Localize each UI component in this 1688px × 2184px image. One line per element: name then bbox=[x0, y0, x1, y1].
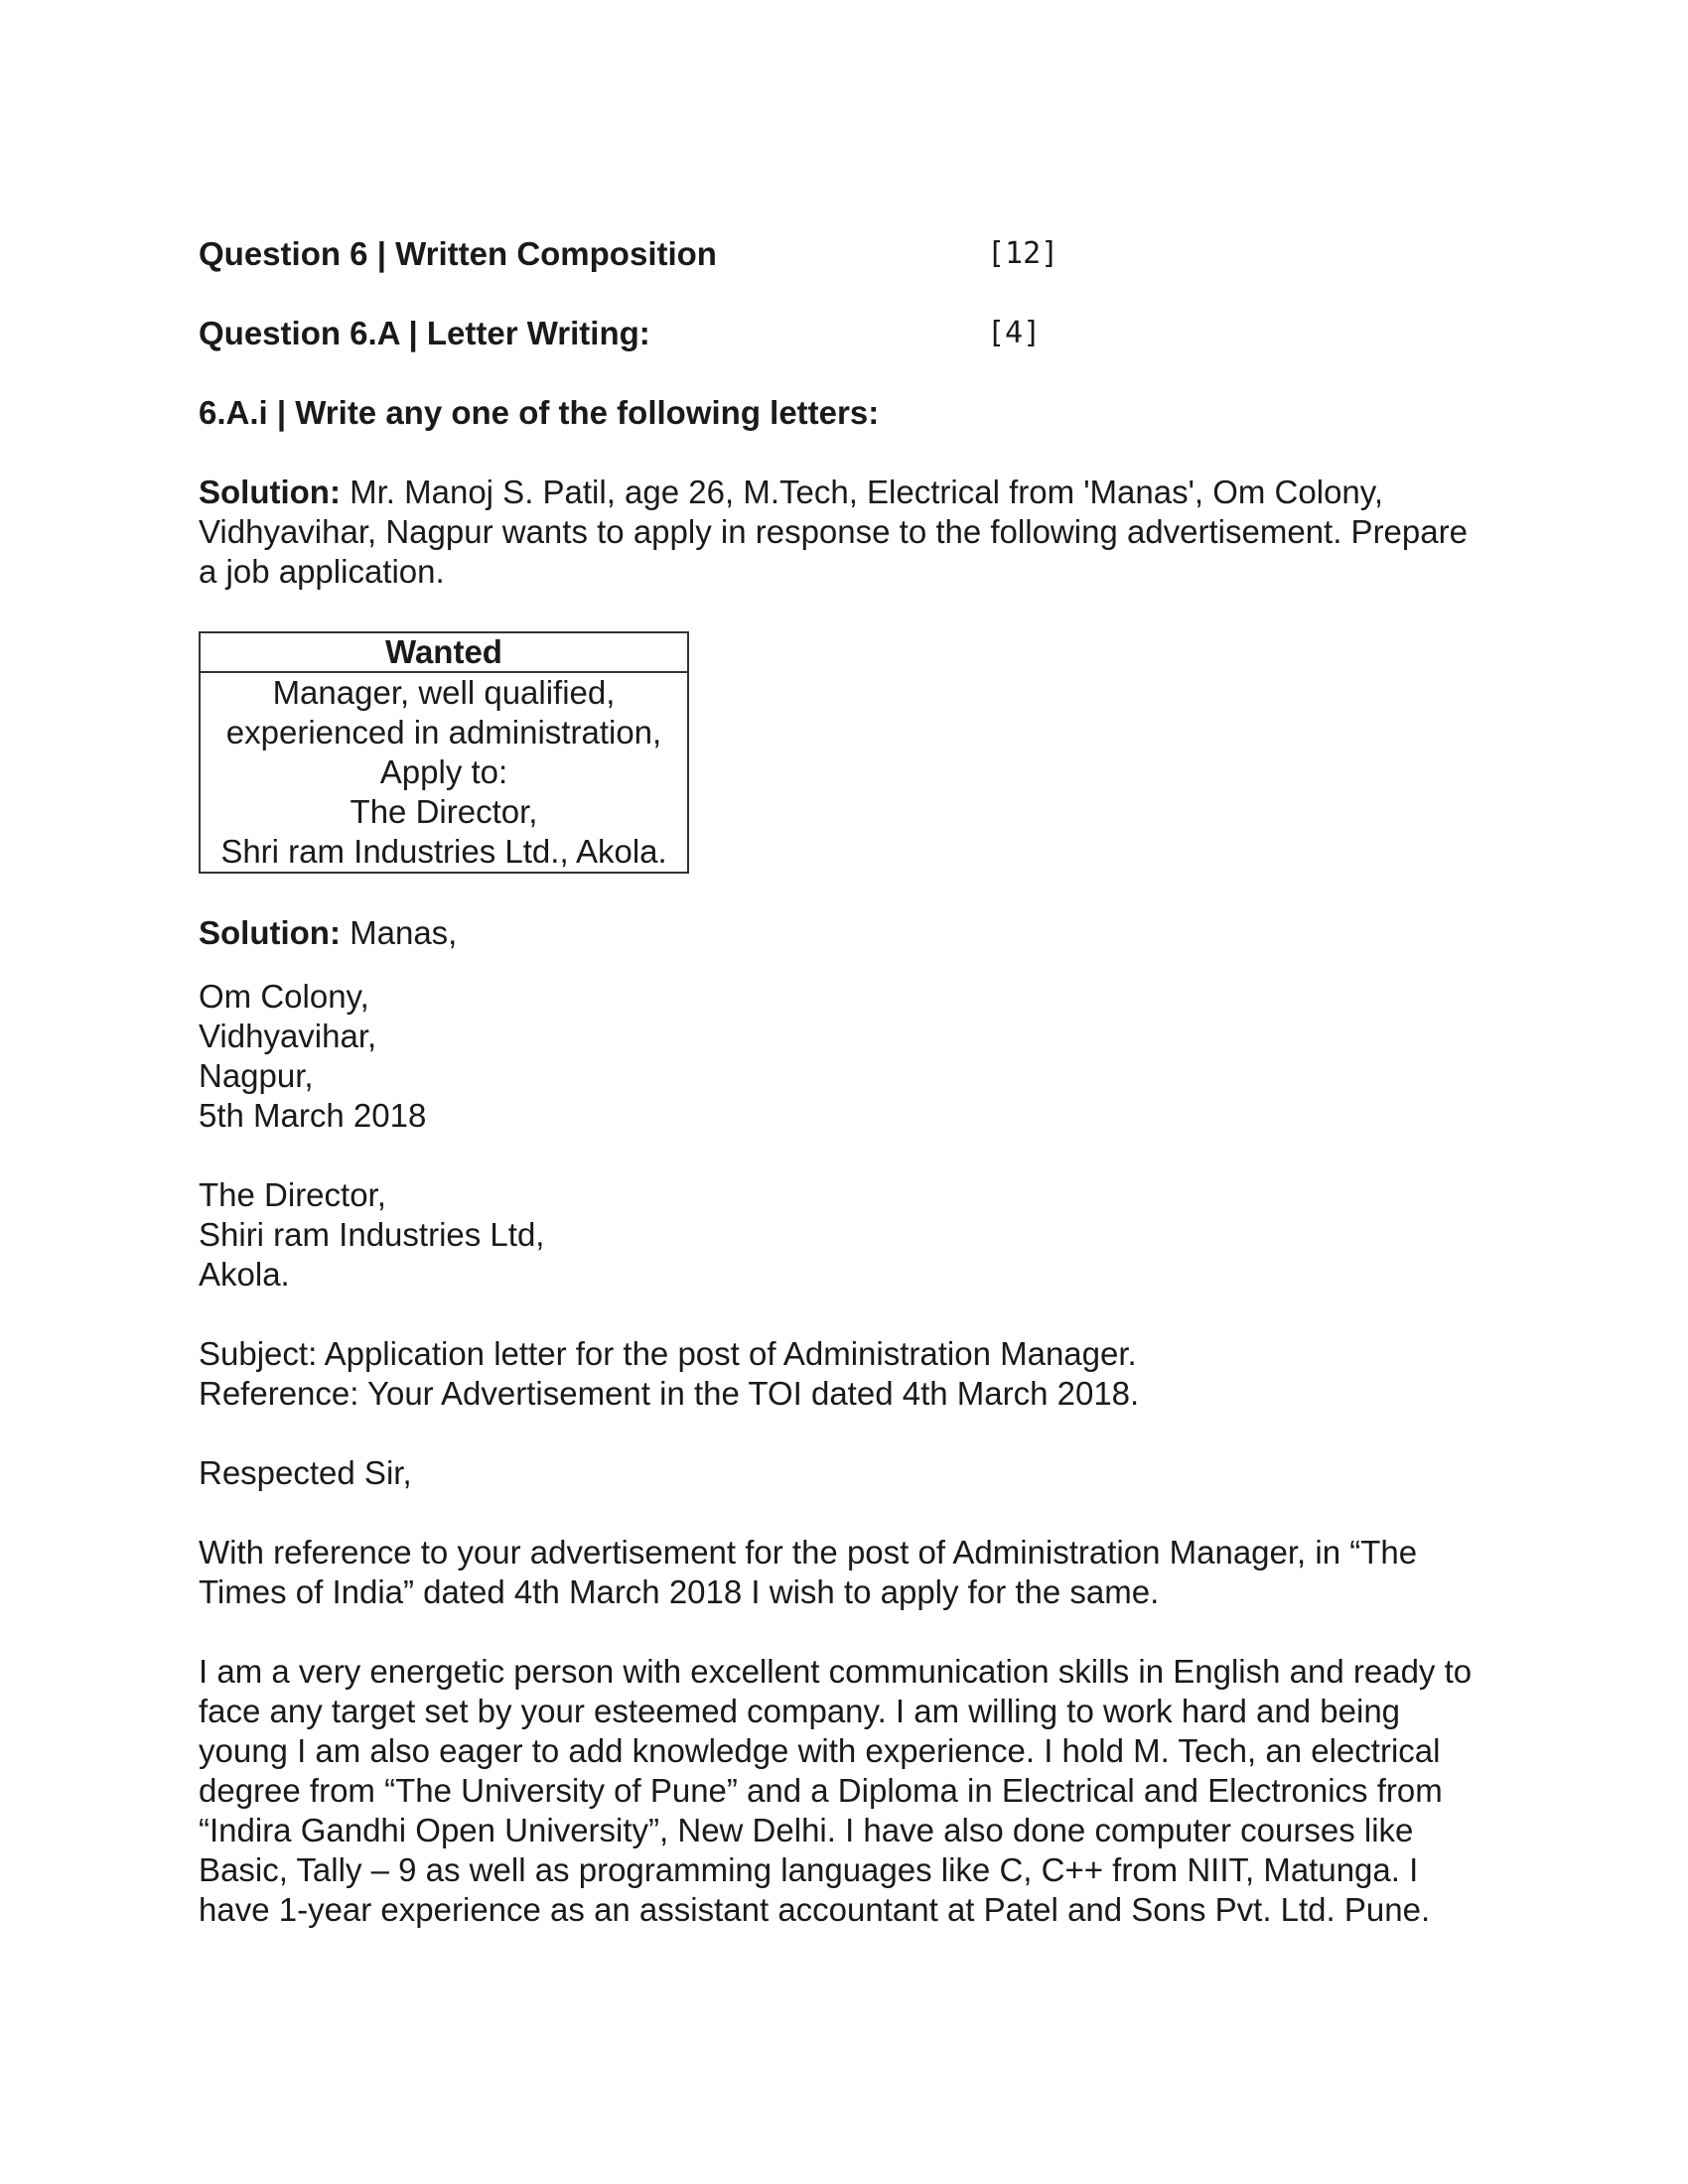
question-6a-title: Question 6.A | Letter Writing: bbox=[199, 315, 650, 351]
question-6-heading bbox=[199, 234, 1489, 274]
advertisement-line: Shri ram Industries Ltd., Akola. bbox=[220, 833, 667, 870]
sender-address-line: Om Colony, bbox=[199, 978, 369, 1015]
question-6ai-title: 6.A.i | Write any one of the following letters: bbox=[199, 394, 880, 431]
prompt-paragraph bbox=[199, 473, 1489, 592]
receiver-address bbox=[199, 1175, 1489, 1295]
advertisement-body bbox=[201, 673, 687, 872]
letter-solution-line bbox=[199, 913, 1489, 953]
receiver-address-line: Shiri ram Industries Ltd, bbox=[199, 1216, 545, 1253]
question-6ai-heading bbox=[199, 393, 1489, 433]
letter-date: 5th March 2018 bbox=[199, 1097, 427, 1134]
question-6a-heading bbox=[199, 314, 1489, 353]
advertisement-line: Manager, well qualified, bbox=[272, 674, 616, 711]
sender-address-line: Vidhyavihar, bbox=[199, 1018, 377, 1054]
question-6-title: Question 6 | Written Composition bbox=[199, 235, 717, 272]
letter-salutation: Respected Sir, bbox=[199, 1454, 412, 1491]
receiver-address-line: Akola. bbox=[199, 1256, 290, 1293]
letter-solution-label: Solution: bbox=[199, 914, 341, 951]
letter-paragraph-1: With reference to your advertisement for the post of Administration Manager, in “The Times of India” dated 4th March 2018 I wish to apply for the same. bbox=[199, 1534, 1418, 1610]
advertisement-line: Apply to: bbox=[379, 753, 508, 790]
advertisement-line: experienced in administration, bbox=[225, 714, 662, 751]
advertisement-title: Wanted bbox=[201, 633, 687, 673]
advertisement-line: The Director, bbox=[350, 793, 538, 830]
letter-subject: Subject: Application letter for the post of Administration Manager. bbox=[199, 1335, 1137, 1372]
advertisement-box bbox=[199, 631, 689, 874]
letter-paragraph-2: I am a very energetic person with excellent communication skills in English and ready to face any target set by your esteemed company. I am willing to work hard and being young I am also eager to add knowledge with experience. I hold M. Tech, an electrical degree from “The University of Pune” and a Diploma in Electrical and Electronics from “Indira Gandhi Open University”, New Delhi. I have also done computer courses like Basic, Tally – 9 as well as programming languages like C, C++ from NIIT, Matunga. I have 1-year experience as an assistant accountant at Patel and Sons Pvt. Ltd. Pune. bbox=[199, 1653, 1473, 1928]
prompt-text: Mr. Manoj S. Patil, age 26, M.Tech, Electrical from 'Manas', Om Colony, Vidhyavihar, Nagpur wants to apply in response to the following advertisement. Prepare a job application. bbox=[199, 474, 1468, 590]
question-6a-marks: [4] bbox=[987, 316, 1042, 350]
question-6-marks: [12] bbox=[987, 236, 1059, 271]
receiver-address-line: The Director, bbox=[199, 1176, 386, 1213]
prompt-solution-label: Solution: bbox=[199, 474, 341, 510]
sender-address-line: Nagpur, bbox=[199, 1057, 314, 1094]
sender-name: Manas, bbox=[340, 914, 458, 951]
sender-address bbox=[199, 977, 1489, 1136]
subject-reference bbox=[199, 1334, 1489, 1414]
letter-reference: Reference: Your Advertisement in the TOI dated 4th March 2018. bbox=[199, 1375, 1140, 1412]
document-page bbox=[199, 234, 1489, 1970]
